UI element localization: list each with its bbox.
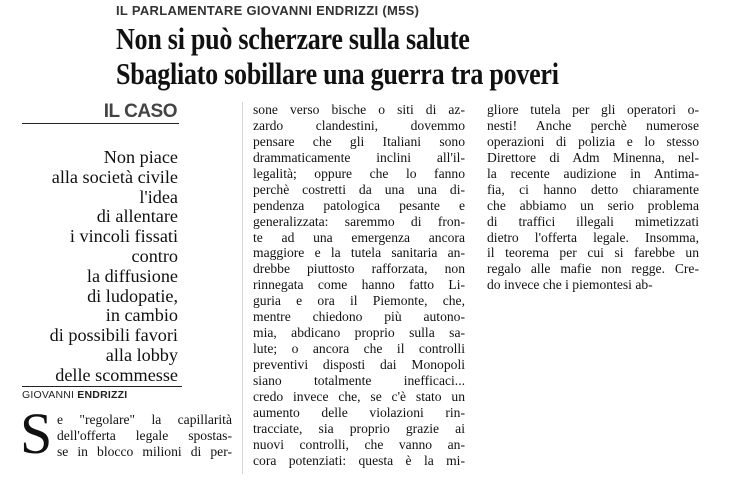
article-column-1 bbox=[57, 412, 232, 460]
article-text-line: dietro l'offerta legale. Insomma, bbox=[487, 229, 699, 245]
headline-line-1: Non si può scherzare sulla salute bbox=[116, 21, 470, 56]
pull-quote-line: di allentare bbox=[96, 206, 178, 227]
article-text-line: do invece che i piemontesi ab- bbox=[487, 277, 653, 293]
article-text-line: credo invece che, se c'è stato un bbox=[253, 388, 465, 404]
article-text-line: drebbe piuttosto rafforzata, non bbox=[253, 261, 465, 277]
article-text-line: gliore tutela per gli operatori o- bbox=[487, 102, 699, 117]
article-text-line: che abbiamo un serio problema bbox=[487, 197, 699, 213]
author-first-name: GIOVANNI bbox=[22, 389, 75, 401]
article-text-line: maggiore e la tutela sanitaria an- bbox=[253, 245, 465, 261]
section-rule bbox=[22, 101, 179, 124]
drop-cap: S bbox=[20, 401, 53, 466]
article-text-line: di traffici illegali mimetizzati bbox=[487, 213, 699, 229]
pull-quote-line: in cambio bbox=[105, 305, 178, 326]
article-text-line: mia, abdicano proprio sulla sa- bbox=[253, 325, 465, 341]
article-text-line: te ad una emergenza ancora bbox=[253, 229, 465, 245]
article-text-line: aumento delle violazioni rin- bbox=[253, 404, 465, 420]
article-text-line: cora potenziati: questa è la mi- bbox=[253, 452, 465, 468]
article-text-line: il teorema per cui si farebbe un bbox=[487, 245, 699, 261]
article-text-line: e "regolare" la capillarità bbox=[57, 412, 232, 427]
article-text-line: dell'offerta legale spostas- bbox=[57, 427, 232, 443]
article-text-line: nuovi controlli, che vanno an- bbox=[253, 436, 465, 452]
pull-quote-line: delle scommesse bbox=[55, 364, 178, 385]
pull-quote-line: la diffusione bbox=[86, 265, 178, 286]
article-column-2 bbox=[253, 102, 465, 469]
article-text-line: fia, ci hanno detto chiaramente bbox=[487, 181, 699, 197]
article-text-line: drammaticamente inclini all'il- bbox=[253, 149, 465, 165]
section-label: IL CASO bbox=[103, 101, 177, 122]
headline-line-2: Sbagliato sobillare una guerra tra poveri bbox=[116, 56, 559, 91]
article-text-line: mentre chiedono più autono- bbox=[253, 309, 465, 325]
pull-quote-line: di ludopatie, bbox=[87, 285, 178, 306]
kicker: IL PARLAMENTARE GIOVANNI ENDRIZZI (M5S) bbox=[116, 3, 420, 18]
pull-quote-line: di possibili favori bbox=[49, 325, 178, 346]
pull-quote-line: alla lobby bbox=[105, 344, 178, 365]
article-text-line: nesti! Anche perchè numerose bbox=[487, 117, 699, 133]
pull-quote-line: i vincoli fissati bbox=[69, 226, 178, 247]
article-column-3 bbox=[487, 102, 699, 293]
article-text-line: perchè costretti da una una di- bbox=[253, 181, 465, 197]
article-text-line: zardo clandestini, dovemmo bbox=[253, 117, 465, 133]
article-text-line: la recente audizione in Antima- bbox=[487, 165, 699, 181]
pull-quote bbox=[22, 148, 178, 386]
article-text-line: regalo alle mafie non regge. Cre- bbox=[487, 261, 699, 277]
article-text-line: guria e ora il Piemonte, che, bbox=[253, 293, 465, 309]
author-byline bbox=[22, 386, 182, 401]
article-text-line: sone verso bische o siti di az- bbox=[253, 102, 465, 117]
article-text-line: preventivi disposti dai Monopoli bbox=[253, 357, 465, 372]
pull-quote-line: alla società civile bbox=[51, 166, 178, 187]
pull-quote-line: Non piace bbox=[103, 147, 178, 167]
article-text-line: siano totalmente inefficaci... bbox=[253, 372, 465, 388]
headline bbox=[116, 21, 559, 91]
author-last-name: ENDRIZZI bbox=[77, 389, 128, 401]
article-text-line: legalità; oppure che lo fanno bbox=[253, 165, 465, 181]
article-text-line: operazioni di polizia e lo stesso bbox=[487, 133, 699, 149]
article-text-line: pensare che gli Italiani sono bbox=[253, 133, 465, 149]
column-divider bbox=[242, 102, 243, 474]
pull-quote-line: l'idea bbox=[139, 186, 178, 207]
article-text-line: lute; o ancora che il controlli bbox=[253, 341, 465, 357]
article-text-line: tracciate, sia proprio grazie ai bbox=[253, 420, 465, 436]
article-text-line: pendenza patologica pesante e bbox=[253, 197, 465, 213]
article-text-line: generalizzata: saremmo di fron- bbox=[253, 213, 465, 229]
pull-quote-line: contro bbox=[131, 245, 178, 266]
article-text-line: se in blocco milioni di per- bbox=[57, 443, 232, 459]
article-text-line: rinnegata come hanno fatto Li- bbox=[253, 277, 465, 293]
article-text-line: Direttore di Adm Minenna, nel- bbox=[487, 149, 699, 165]
